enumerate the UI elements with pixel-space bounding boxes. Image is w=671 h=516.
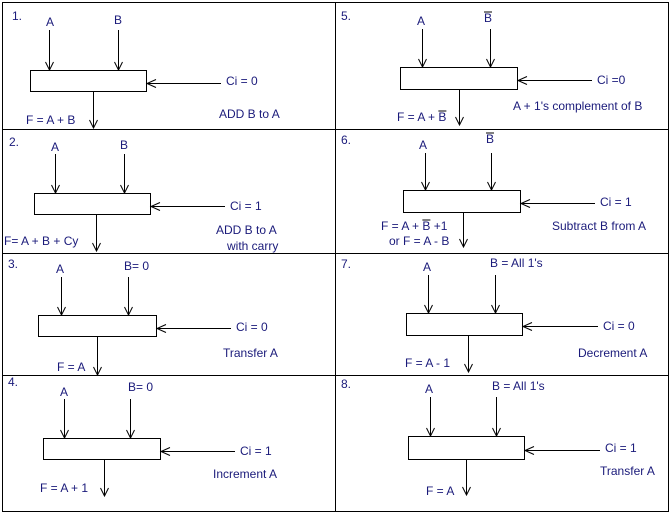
input-b-label: B= 0	[128, 380, 154, 394]
operation-panel-2	[4, 135, 278, 253]
operation-description: with carry	[227, 239, 279, 253]
output-equation-alt: or F = A - B	[389, 234, 450, 248]
carry-in-label: Ci =0	[597, 73, 626, 87]
input-b-label: B = All 1's	[490, 256, 543, 270]
panel-number: 6.	[341, 133, 352, 147]
panel-number: 8.	[341, 377, 352, 391]
alu-block	[409, 437, 525, 460]
operation-description: Decrement A	[578, 346, 648, 360]
carry-in-label: Ci = 1	[240, 444, 272, 458]
input-a-label: A	[417, 14, 426, 28]
input-a-label: A	[56, 262, 65, 276]
operation-description: Transfer A	[223, 346, 278, 360]
operation-description: Increment A	[213, 467, 278, 481]
panel-number: 2.	[9, 135, 20, 149]
panel-number: 1.	[12, 9, 23, 23]
alu-block	[39, 316, 157, 337]
alu-block	[31, 71, 147, 92]
carry-in-label: Ci = 1	[605, 441, 637, 455]
operation-panel-8	[341, 377, 655, 498]
input-a-label: A	[425, 382, 434, 396]
carry-in-label: Ci = 1	[230, 199, 262, 213]
output-equation: F = A + B +1	[381, 219, 448, 233]
panel-number: 5.	[341, 9, 352, 23]
alu-block	[35, 194, 151, 215]
output-equation: F = A + 1	[40, 481, 89, 495]
output-equation: F = A + B	[397, 110, 447, 124]
input-b-label: B = All 1's	[492, 379, 545, 393]
input-a-label: A	[51, 140, 60, 154]
input-a-label: A	[419, 138, 428, 152]
panel-number: 3.	[8, 257, 19, 271]
carry-in-label: Ci = 0	[226, 74, 258, 88]
output-equation: F = A + B	[26, 113, 76, 127]
alu-block	[401, 68, 518, 90]
operation-panel-1	[12, 9, 280, 128]
output-equation: F = A	[426, 484, 455, 498]
operation-description: Subtract B from A	[552, 219, 647, 233]
carry-in-label: Ci = 0	[236, 320, 268, 334]
operation-description: A + 1's complement of B	[513, 99, 643, 113]
input-b-label: B	[120, 138, 129, 152]
input-a-label: A	[60, 385, 69, 399]
input-a-label: A	[423, 260, 432, 274]
input-a-label: A	[46, 15, 55, 29]
input-b-label: B	[484, 11, 493, 25]
input-b-label: B= 0	[124, 259, 150, 273]
input-b-label: B	[114, 13, 123, 27]
operation-description: Transfer A	[600, 464, 655, 478]
operation-panel-5	[341, 9, 642, 125]
carry-in-label: Ci = 1	[600, 195, 632, 209]
output-equation: F = A - 1	[405, 356, 451, 370]
panel-number: 7.	[341, 257, 352, 271]
input-b-label: B	[486, 132, 495, 146]
alu-block	[44, 439, 161, 460]
operation-panel-4	[8, 375, 277, 496]
carry-in-label: Ci = 0	[603, 319, 635, 333]
alu-block	[404, 191, 521, 213]
operation-panel-7	[341, 256, 647, 372]
output-equation: F = A	[57, 360, 86, 374]
output-equation: F= A + B + Cy	[4, 234, 79, 248]
alu-block	[407, 314, 523, 336]
operation-description: ADD B to A	[216, 223, 277, 237]
operation-panel-6	[341, 132, 646, 248]
panel-number: 4.	[8, 375, 19, 389]
operation-description: ADD B to A	[219, 107, 280, 121]
operation-panel-3	[8, 257, 278, 375]
